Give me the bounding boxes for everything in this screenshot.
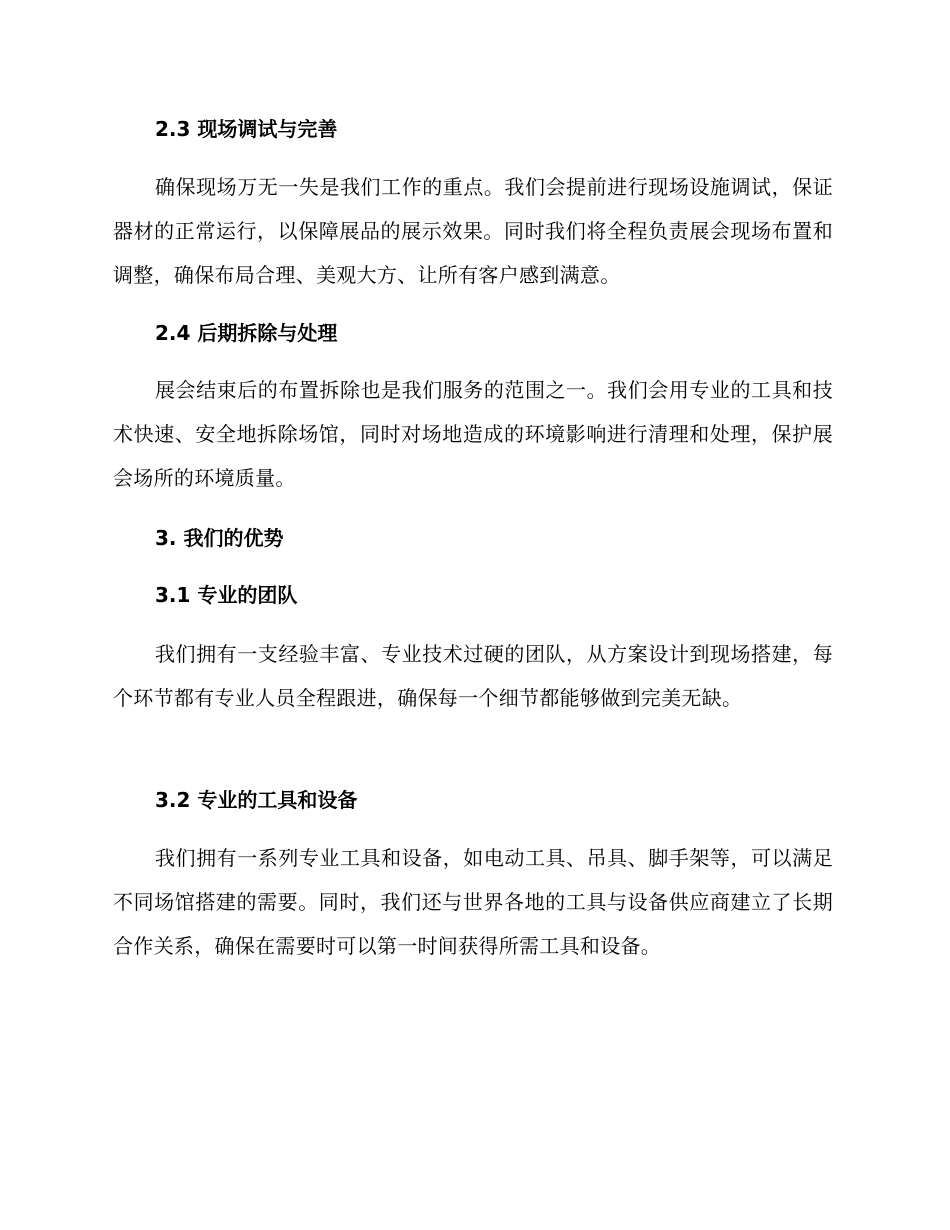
section-heading-3-2: 3.2 专业的工具和设备 <box>155 788 358 812</box>
section-heading-2-4: 2.4 后期拆除与处理 <box>155 321 338 345</box>
section-paragraph-3-2: 我们拥有一系列专业工具和设备，如电动工具、吊具、脚手架等，可以满足不同场馆搭建的需要。同时，我们还与世界各地的工具与设备供应商建立了长期合作关系，确保在需要时可以第一时间获得所需工具和设备。 <box>113 846 833 958</box>
section-heading-2-3: 2.3 现场调试与完善 <box>155 117 338 141</box>
section-paragraph-2-4: 展会结束后的布置拆除也是我们服务的范围之一。我们会用专业的工具和技术快速、安全地拆除场馆，同时对场地造成的环境影响进行清理和处理，保护展会场所的环境质量。 <box>113 378 833 490</box>
section-heading-3-1: 3.1 专业的团队 <box>155 583 298 607</box>
section-paragraph-2-3: 确保现场万无一失是我们工作的重点。我们会提前进行现场设施调试，保证器材的正常运行，以保障展品的展示效果。同时我们将全程负责展会现场布置和调整，确保布局合理、美观大方、让所有客户感到满意。 <box>113 175 833 287</box>
section-paragraph-3-1: 我们拥有一支经验丰富、专业技术过硬的团队，从方案设计到现场搭建，每个环节都有专业人员全程跟进，确保每一个细节都能够做到完美无缺。 <box>113 642 833 710</box>
section-heading-3: 3. 我们的优势 <box>155 526 284 550</box>
